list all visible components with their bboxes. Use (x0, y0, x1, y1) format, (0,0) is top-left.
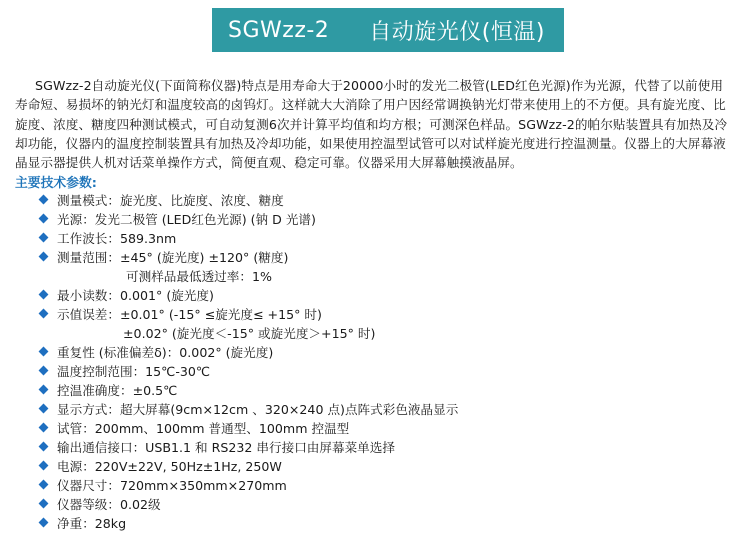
diamond-bullet-icon (39, 309, 49, 319)
diamond-bullet-icon (39, 252, 49, 262)
spec-item (40, 418, 458, 437)
diamond-bullet-icon (39, 290, 49, 300)
spec-text: 测量范围：±45° (旋光度) ±120° (糖度) (57, 250, 289, 265)
spec-text: 试管：200mm、100mm 普通型、100mm 控温型 (57, 421, 350, 436)
spec-text: 最小读数：0.001° (旋光度) (57, 288, 214, 303)
diamond-bullet-icon (39, 366, 49, 376)
spec-item (40, 513, 458, 532)
spec-text: 电源：220V±22V, 50Hz±1Hz, 250W (57, 459, 282, 474)
diamond-bullet-icon (39, 518, 49, 528)
spec-item (40, 475, 458, 494)
spec-item (40, 228, 458, 247)
spec-item (40, 342, 458, 361)
spec-item (40, 285, 458, 304)
spec-text: 温度控制范围：15℃-30℃ (57, 364, 211, 379)
spec-text: 仪器等级：0.02级 (57, 497, 161, 512)
spec-item (40, 304, 458, 323)
spec-text: 工作波长：589.3nm (57, 231, 177, 246)
diamond-bullet-icon (39, 423, 49, 433)
diamond-bullet-icon (39, 233, 49, 243)
spec-text: ±0.02° (旋光度＜-15° 或旋光度＞+15° 时) (123, 326, 376, 341)
title-name: 自动旋光仪(恒温) (369, 19, 545, 45)
spec-text: 仪器尺寸：720mm×350mm×270mm (57, 478, 287, 493)
spec-text: 输出通信接口：USB1.1 和 RS232 串行接口由屏幕菜单选择 (57, 440, 395, 455)
diamond-bullet-icon (39, 347, 49, 357)
spec-item (40, 456, 458, 475)
diamond-bullet-icon (39, 499, 49, 509)
title-model: SGWzz-2 (228, 17, 330, 43)
spec-item (40, 190, 458, 209)
diamond-bullet-icon (39, 404, 49, 414)
spec-item (40, 247, 458, 266)
spec-item-continuation (40, 266, 458, 285)
spec-item (40, 380, 458, 399)
spec-text: 重复性 (标准偏差δ)：0.002° (旋光度) (57, 345, 274, 360)
spec-list (40, 190, 458, 532)
spec-text: 示值误差：±0.01° (-15° ≤旋光度≤ +15° 时) (57, 307, 322, 322)
spec-item (40, 399, 458, 418)
diamond-bullet-icon (39, 461, 49, 471)
spec-heading: 主要技术参数: (15, 176, 97, 191)
spec-text: 测量模式：旋光度、比旋度、浓度、糖度 (57, 193, 284, 208)
diamond-bullet-icon (39, 385, 49, 395)
spec-text: 显示方式：超大屏幕(9cm×12cm 、320×240 点)点阵式彩色液晶显示 (57, 402, 459, 417)
intro-paragraph: SGWzz-2自动旋光仪(下面简称仪器)特点是用寿命大于20000小时的发光二极管(LED红色光源)作为光源，代替了以前使用寿命短、易损坏的钠光灯和温度较高的卤钨灯。这样就大大消除了用户因经常调换钠光灯带来使用上的不方便。具有旋光度、比旋度、浓度、糖度四种测试模式，可自动复测6次并计算平均值和均方根；可测深色样品。SGWzz-2的帕尔贴装置具有加热及冷却功能，仪器内的温度控制装置具有加热及冷却功能，如果使用控温型试管可以对试样旋光度进行控温测量。仪器上的大屏幕液晶显示器提供人机对话菜单操作方式，简便直观、稳定可靠。仪器采用大屏幕触摸液晶屏。 (15, 78, 728, 171)
spec-text: 可测样品最低透过率：1% (126, 269, 272, 284)
spec-item (40, 494, 458, 513)
spec-text: 控温准确度：±0.5℃ (57, 383, 178, 398)
spec-item (40, 361, 458, 380)
spec-text: 净重：28kg (57, 516, 127, 531)
spec-item (40, 209, 458, 228)
spec-item (40, 437, 458, 456)
diamond-bullet-icon (39, 195, 49, 205)
diamond-bullet-icon (39, 214, 49, 224)
diamond-bullet-icon (39, 480, 49, 490)
title-banner (212, 8, 564, 52)
diamond-bullet-icon (39, 442, 49, 452)
spec-text: 光源：发光二极管 (LED红色光源) (钠 D 光谱) (57, 212, 316, 227)
spec-item-continuation (40, 323, 458, 342)
